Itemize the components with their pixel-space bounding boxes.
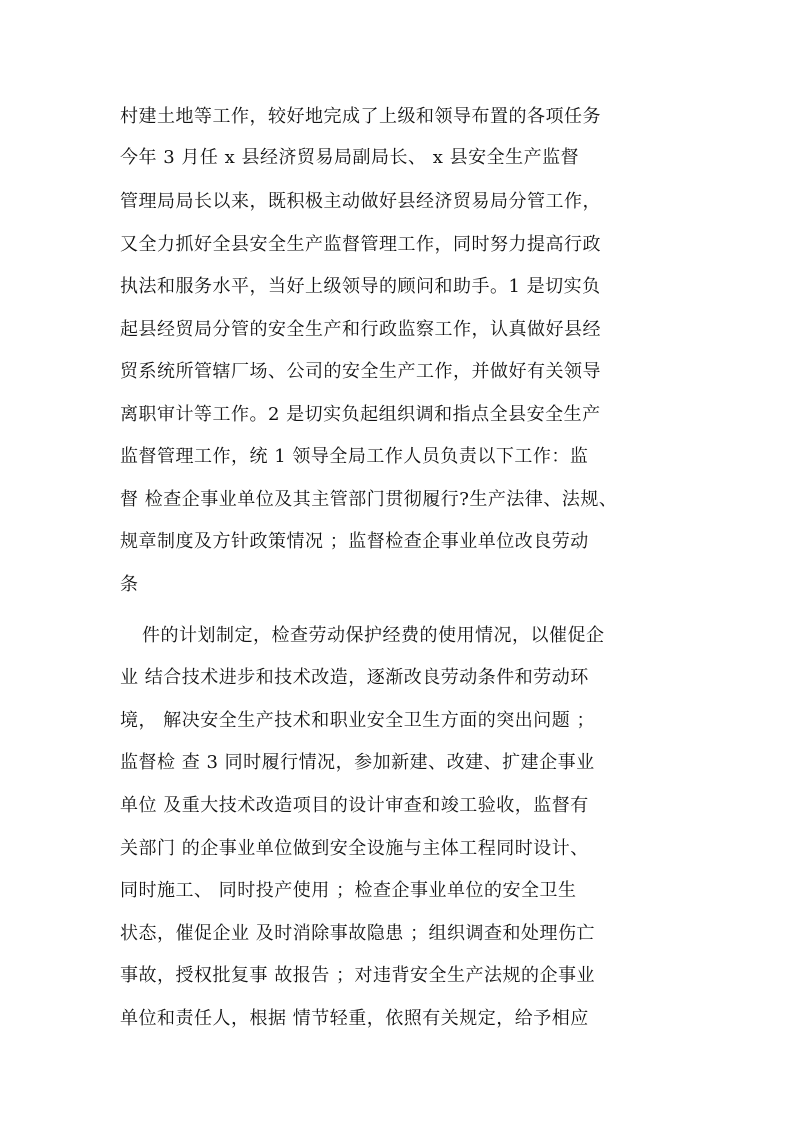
text-line: 离职审计等工作。2 是切实负起组织调和指点全县安全生产 [120,404,601,425]
text-line: 执法和服务水平，当好上级领导的顾问和助手。1 是切实负 [120,276,601,297]
text-line: 起县经贸局分管的安全生产和行政监察工作，认真做好县经 [120,319,601,340]
text-line: 件的计划制定，检查劳动保护经费的使用情况，以催促企 [142,625,605,646]
text-line: 同时施工、 同时投产使用 ；检查企事业单位的安全卫生 [120,880,577,901]
text-line: 境， 解决安全生产技术和职业安全卫生方面的突出问题 ； [120,710,595,731]
text-line: 关部门 的企事业单位做到安全设施与主体工程同时设计、 [120,838,589,859]
text-line: 管理局局长以来，既积极主动做好县经济贸易局分管工作， [120,191,601,212]
text-line: 规章制度及方针政策情况 ；监督检查企事业单位改良劳动 [120,531,589,552]
text-line: 贸系统所管辖厂场、公司的安全生产工作，并做好有关领导 [120,361,601,382]
text-line: 今年 3 月任 x 县经济贸易局副局长、 x 县安全生产监督 [120,147,580,168]
text-line: 村建土地等工作，较好地完成了上级和领导布置的各项任务 [120,106,601,127]
text-line: 状态，催促企业 及时消除事故隐患 ；组织调查和处理伤亡 [120,923,595,944]
text-line: 业 结合技术进步和技术改造，逐渐改良劳动条件和劳动环 [120,667,589,688]
text-line: 监督管理工作，统 1 领导全局工作人员负责以下工作：监 [120,446,589,467]
text-line: 又全力抓好全县安全生产监督管理工作，同时努力提高行政 [120,234,601,255]
text-line: 条 [120,574,139,595]
text-line: 督 检查企事业单位及其主管部门贯彻履行?生产法律、法规、 [120,489,618,510]
text-line: 单位和责任人，根据 情节轻重，依照有关规定，给予相应 [120,1008,589,1029]
text-line: 事故，授权批复事 故报告 ；对违背安全生产法规的企事业 [120,965,595,986]
text-line: 单位 及重大技术改造项目的设计审查和竣工验收，监督有 [120,795,589,816]
text-line: 监督检 查 3 同时履行情况，参加新建、改建、扩建企事业 [120,752,595,773]
